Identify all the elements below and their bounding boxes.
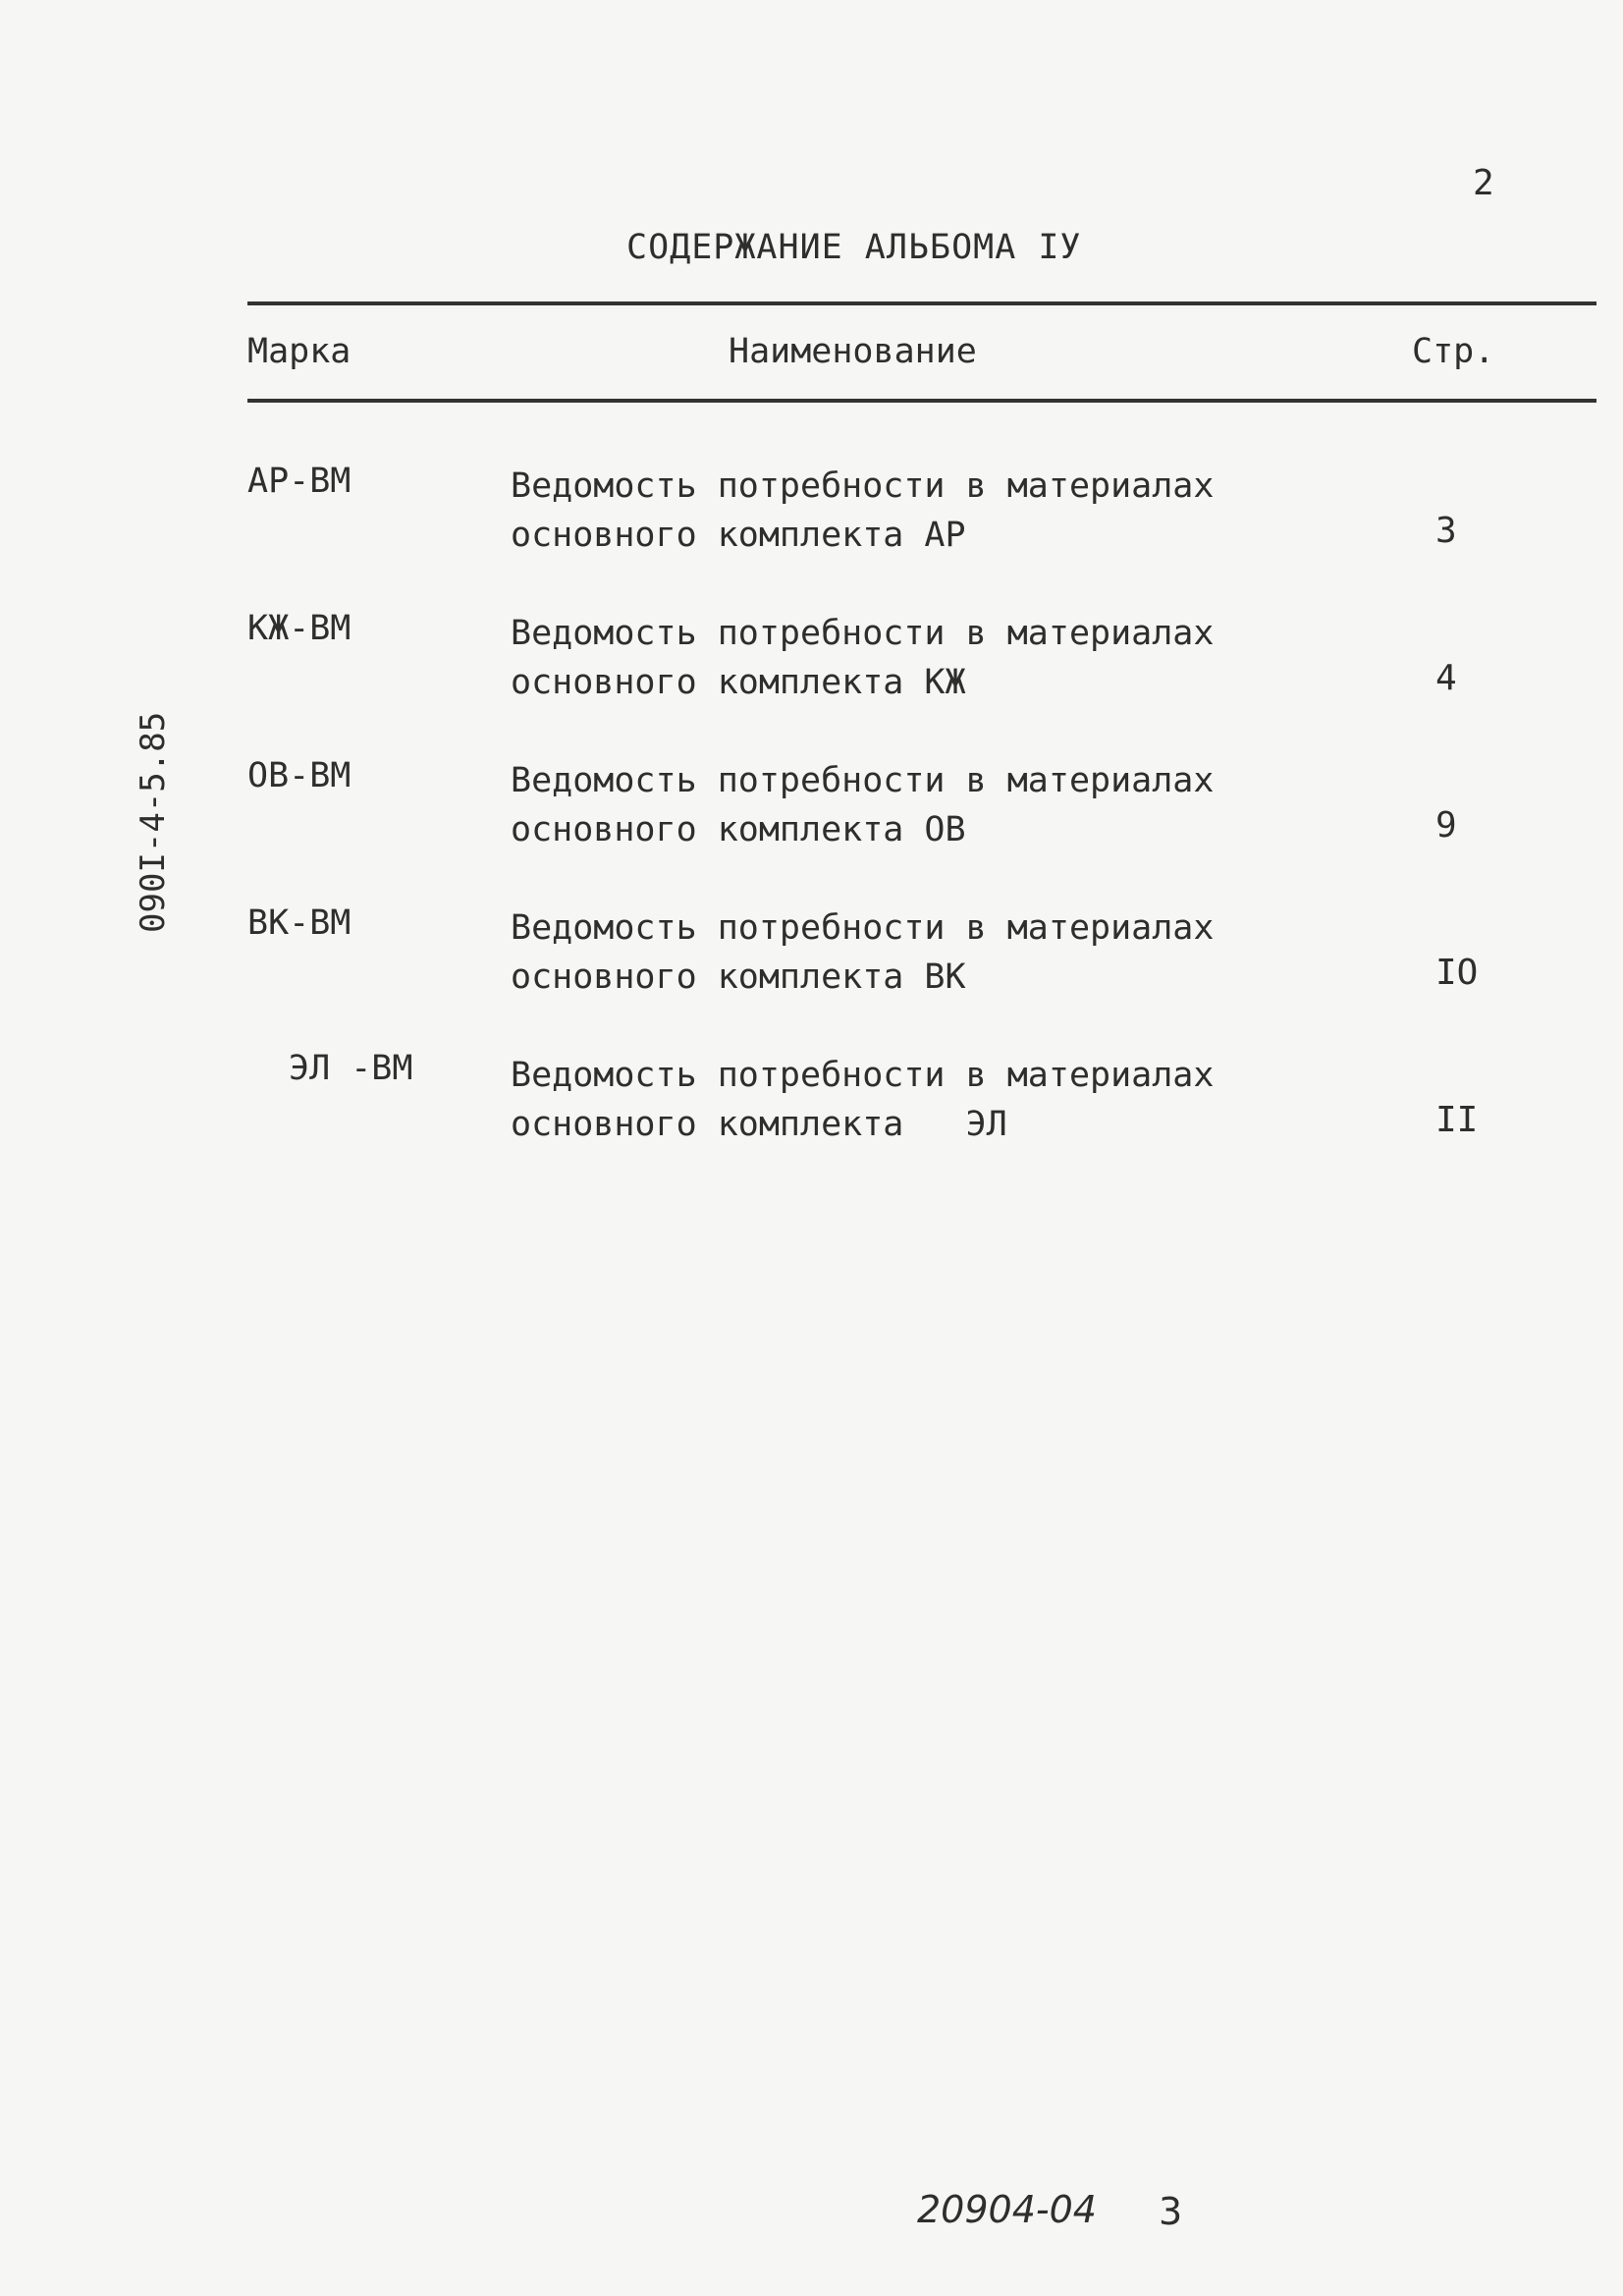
- row-mark: ВК-ВМ: [247, 903, 352, 943]
- table-row: [0, 756, 1623, 864]
- row-name-line: Ведомость потребности в материалах: [511, 761, 1215, 800]
- row-name: [511, 462, 1296, 560]
- table-row: [0, 462, 1623, 570]
- row-page: 3: [1435, 511, 1457, 551]
- row-name-line: основного комплекта ВК: [511, 957, 966, 997]
- row-page: II: [1435, 1100, 1479, 1140]
- table-row: [0, 1049, 1623, 1157]
- row-page: 4: [1435, 658, 1457, 698]
- table-header-rule: [247, 399, 1596, 403]
- row-name: [511, 756, 1296, 854]
- row-name-line: Ведомость потребности в материалах: [511, 908, 1215, 948]
- side-code: 090I-4-5.85: [134, 711, 173, 933]
- row-mark: ОВ-ВМ: [247, 756, 352, 795]
- page-title: СОДЕРЖАНИЕ АЛЬБОМА IУ: [626, 228, 1082, 267]
- row-name-line: Ведомость потребности в материалах: [511, 466, 1215, 506]
- table-row: [0, 609, 1623, 717]
- page-number: 2: [1473, 163, 1494, 203]
- row-mark: КЖ-ВМ: [247, 609, 352, 648]
- row-name: [511, 903, 1296, 1002]
- table-row: [0, 903, 1623, 1011]
- footer-sheet-number: 3: [1159, 2190, 1183, 2233]
- row-page: 9: [1435, 805, 1457, 846]
- row-name-line: Ведомость потребности в материалах: [511, 1056, 1215, 1095]
- column-header-page: Стр.: [1412, 332, 1495, 371]
- row-name-line: основного комплекта ЭЛ: [511, 1105, 1007, 1144]
- row-name: [511, 609, 1296, 707]
- row-page: IO: [1435, 953, 1479, 993]
- footer-code: 20904-04: [917, 2188, 1097, 2231]
- row-mark: АР-ВМ: [247, 462, 352, 501]
- table-top-rule: [247, 301, 1596, 305]
- row-name-line: основного комплекта АР: [511, 516, 966, 555]
- column-header-name: Наименование: [729, 332, 977, 371]
- column-header-mark: Марка: [247, 332, 352, 371]
- row-name-line: основного комплекта ОВ: [511, 810, 966, 849]
- row-name-line: Ведомость потребности в материалах: [511, 614, 1215, 653]
- row-mark: ЭЛ -ВМ: [289, 1049, 413, 1088]
- row-name-line: основного комплекта КЖ: [511, 663, 966, 702]
- row-name: [511, 1051, 1296, 1149]
